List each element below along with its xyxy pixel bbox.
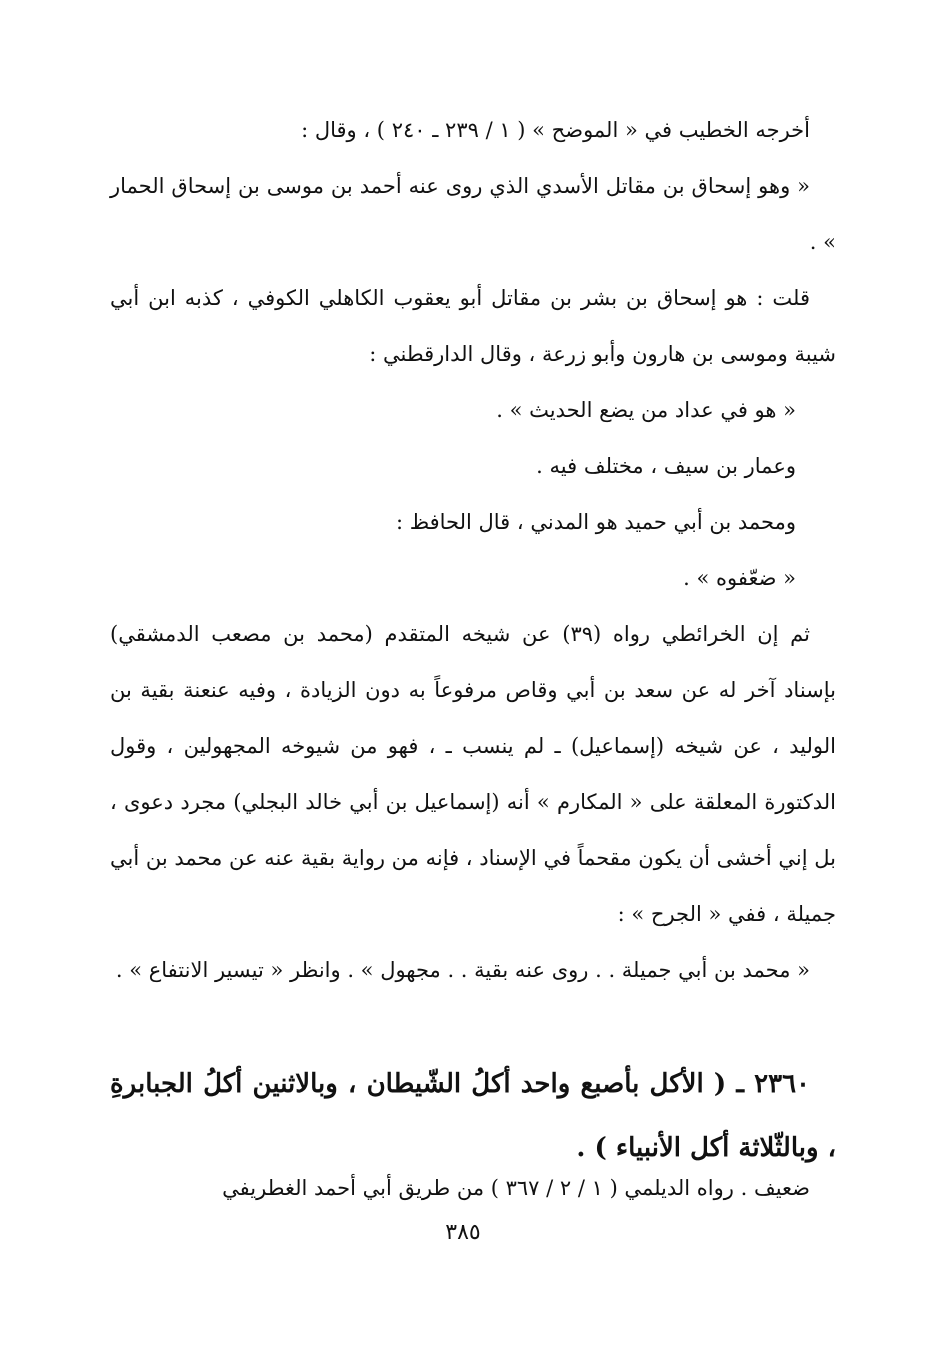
body-text <box>110 102 836 998</box>
paragraph-author-note: قلت : هو إسحاق بن بشر بن مقاتل أبو يعقوب الكاهلي الكوفي ، كذبه ابن أبي شيبة وموسى بن هارون وأبو زرعة ، وقال الدارقطني : <box>110 286 836 366</box>
paragraph-quote-hafiz: « ضعّفوه » . <box>683 566 796 590</box>
paragraph-kharaiti: ثم إن الخرائطي رواه (٣٩) عن شيخه المتقدم (محمد بن مصعب الدمشقي) بإسناد آخر له عن سعد بن أبي وقاص مرفوعاً به دون الزيادة ، وفيه عنعنة بقية بن الوليد ، عن شيخه (إسماعيل) ـ لم ينسب ـ ، فهو من شيوخه المجهولين ، وقول الدكتورة المعلقة على « المكارم » أنه (إسماعيل بن أبي خالد البجلي) مجرد دعوى ، بل إني أخشى أن يكون مقحماً في الإسناد ، فإنه من رواية بقية عنه عن محمد بن أبي جميلة ، ففي « الجرح » : <box>110 622 836 926</box>
grading-line: ضعيف . رواه الديلمي ( ١ / ٢ / ٣٦٧ ) من طريق أبي أحمد الغطريفي <box>222 1176 810 1200</box>
paragraph-ammar: وعمار بن سيف ، مختلف فيه . <box>536 454 796 478</box>
paragraph-source: أخرجه الخطيب في « الموضح » ( ١ / ٢٣٩ ـ ٢٤٠ ) ، وقال : <box>301 118 810 142</box>
paragraph-quote-khatib: « وهو إسحاق بن مقاتل الأسدي الذي روى عنه أحمد بن موسى بن إسحاق الحمار » . <box>110 174 836 254</box>
paragraph-quote-jarh: « محمد بن أبي جميلة . . روى عنه بقية . . مجهول » . وانظر « تيسير الانتفاع » . <box>115 958 810 982</box>
page-number: ٣٨٥ <box>445 1220 481 1245</box>
hadith-heading: ٢٣٦٠ ـ ( الأكل بأصبع واحد أكلُ الشّيطان ، وبالاثنين أكلُ الجبابرةِ ، وبالثّلاثة أكل الأنبياء ) . <box>110 1069 836 1163</box>
paragraph-muhammad: ومحمد بن أبي حميد هو المدني ، قال الحافظ : <box>395 510 796 534</box>
paragraph-quote-daraqutni: « هو في عداد من يضع الحديث » . <box>496 398 796 422</box>
